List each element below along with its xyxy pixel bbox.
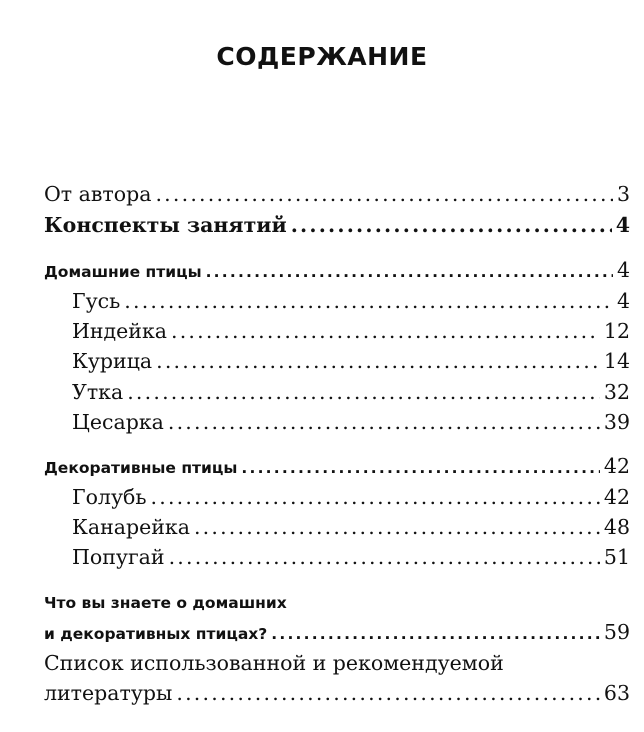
toc-leader-dots — [168, 408, 600, 436]
toc-page-number: 42 — [603, 454, 630, 478]
toc-page-number: 3 — [616, 182, 630, 206]
toc-entry-label: и декоративных птицах? — [44, 625, 268, 643]
toc-entry-label: Декоративные птицы — [44, 459, 238, 477]
toc-leader-dots — [241, 454, 600, 482]
toc-entry-label: литературы — [44, 681, 173, 705]
toc-page-number: 4 — [616, 258, 630, 282]
toc-leader-dots — [194, 513, 600, 541]
toc-entry-label: Голубь — [72, 485, 147, 509]
toc-entry-canary[interactable] — [72, 513, 630, 541]
toc-entry-chicken[interactable] — [72, 347, 630, 375]
toc-entry-turkey[interactable] — [72, 317, 630, 345]
toc-leader-dots — [156, 347, 600, 375]
toc-entry-bibliography[interactable] — [44, 679, 630, 707]
toc-entry-label: Утка — [72, 380, 124, 404]
toc-leader-dots — [169, 543, 600, 571]
toc-page-number: 14 — [603, 349, 630, 373]
toc-leader-dots — [151, 483, 600, 511]
toc-entry-goose[interactable] — [72, 287, 630, 315]
toc-section-decorative-birds[interactable] — [44, 452, 630, 482]
toc-page-number: 48 — [603, 515, 630, 539]
toc-leader-dots — [176, 679, 600, 707]
toc-entry-label: Гусь — [72, 289, 121, 313]
toc-entry-quiz[interactable] — [44, 618, 630, 648]
toc-entry-label: Домашние птицы — [44, 263, 202, 281]
toc-leader-dots — [124, 287, 613, 315]
toc-leader-dots — [271, 620, 600, 648]
toc-entry-label: От автора — [44, 182, 152, 206]
toc-bibliography-label-line1[interactable]: Список использованной и рекомендуемой — [44, 651, 504, 675]
toc-leader-dots — [155, 180, 612, 208]
toc-leader-dots — [206, 258, 613, 286]
toc-page-number: 42 — [603, 485, 630, 509]
toc-entry-label: Канарейка — [72, 515, 190, 539]
toc-page-number: 59 — [603, 620, 630, 644]
toc-entry-label: Конспекты занятий — [44, 213, 287, 237]
toc-entry-pigeon[interactable] — [72, 483, 630, 511]
toc-entry-label: Цесарка — [72, 410, 164, 434]
toc-section-domestic-birds[interactable] — [44, 256, 630, 286]
toc-entry-label: Индейка — [72, 319, 167, 343]
page-title: СОДЕРЖАНИЕ — [216, 42, 428, 71]
toc-page-number: 4 — [615, 213, 630, 237]
toc-entry-label: Курица — [72, 349, 153, 373]
toc-entry-from-author[interactable] — [44, 180, 630, 208]
toc-page-number: 39 — [603, 410, 630, 434]
toc-quiz-label-line1[interactable]: Что вы знаете о домашних — [44, 594, 287, 612]
toc-page-number: 63 — [603, 681, 630, 705]
toc-leader-dots — [171, 317, 600, 345]
toc-page-number: 12 — [603, 319, 630, 343]
toc-entry-parrot[interactable] — [72, 543, 630, 571]
toc-entry-guinea-fowl[interactable] — [72, 408, 630, 436]
toc-entry-lesson-notes[interactable] — [44, 211, 630, 239]
toc-leader-dots — [291, 211, 612, 239]
toc-page-number: 4 — [616, 289, 630, 313]
toc-entry-label: Попугай — [72, 545, 165, 569]
toc-leader-dots — [127, 378, 600, 406]
toc-page-number: 51 — [603, 545, 630, 569]
toc-page-number: 32 — [603, 380, 630, 404]
toc-entry-duck[interactable] — [72, 378, 630, 406]
